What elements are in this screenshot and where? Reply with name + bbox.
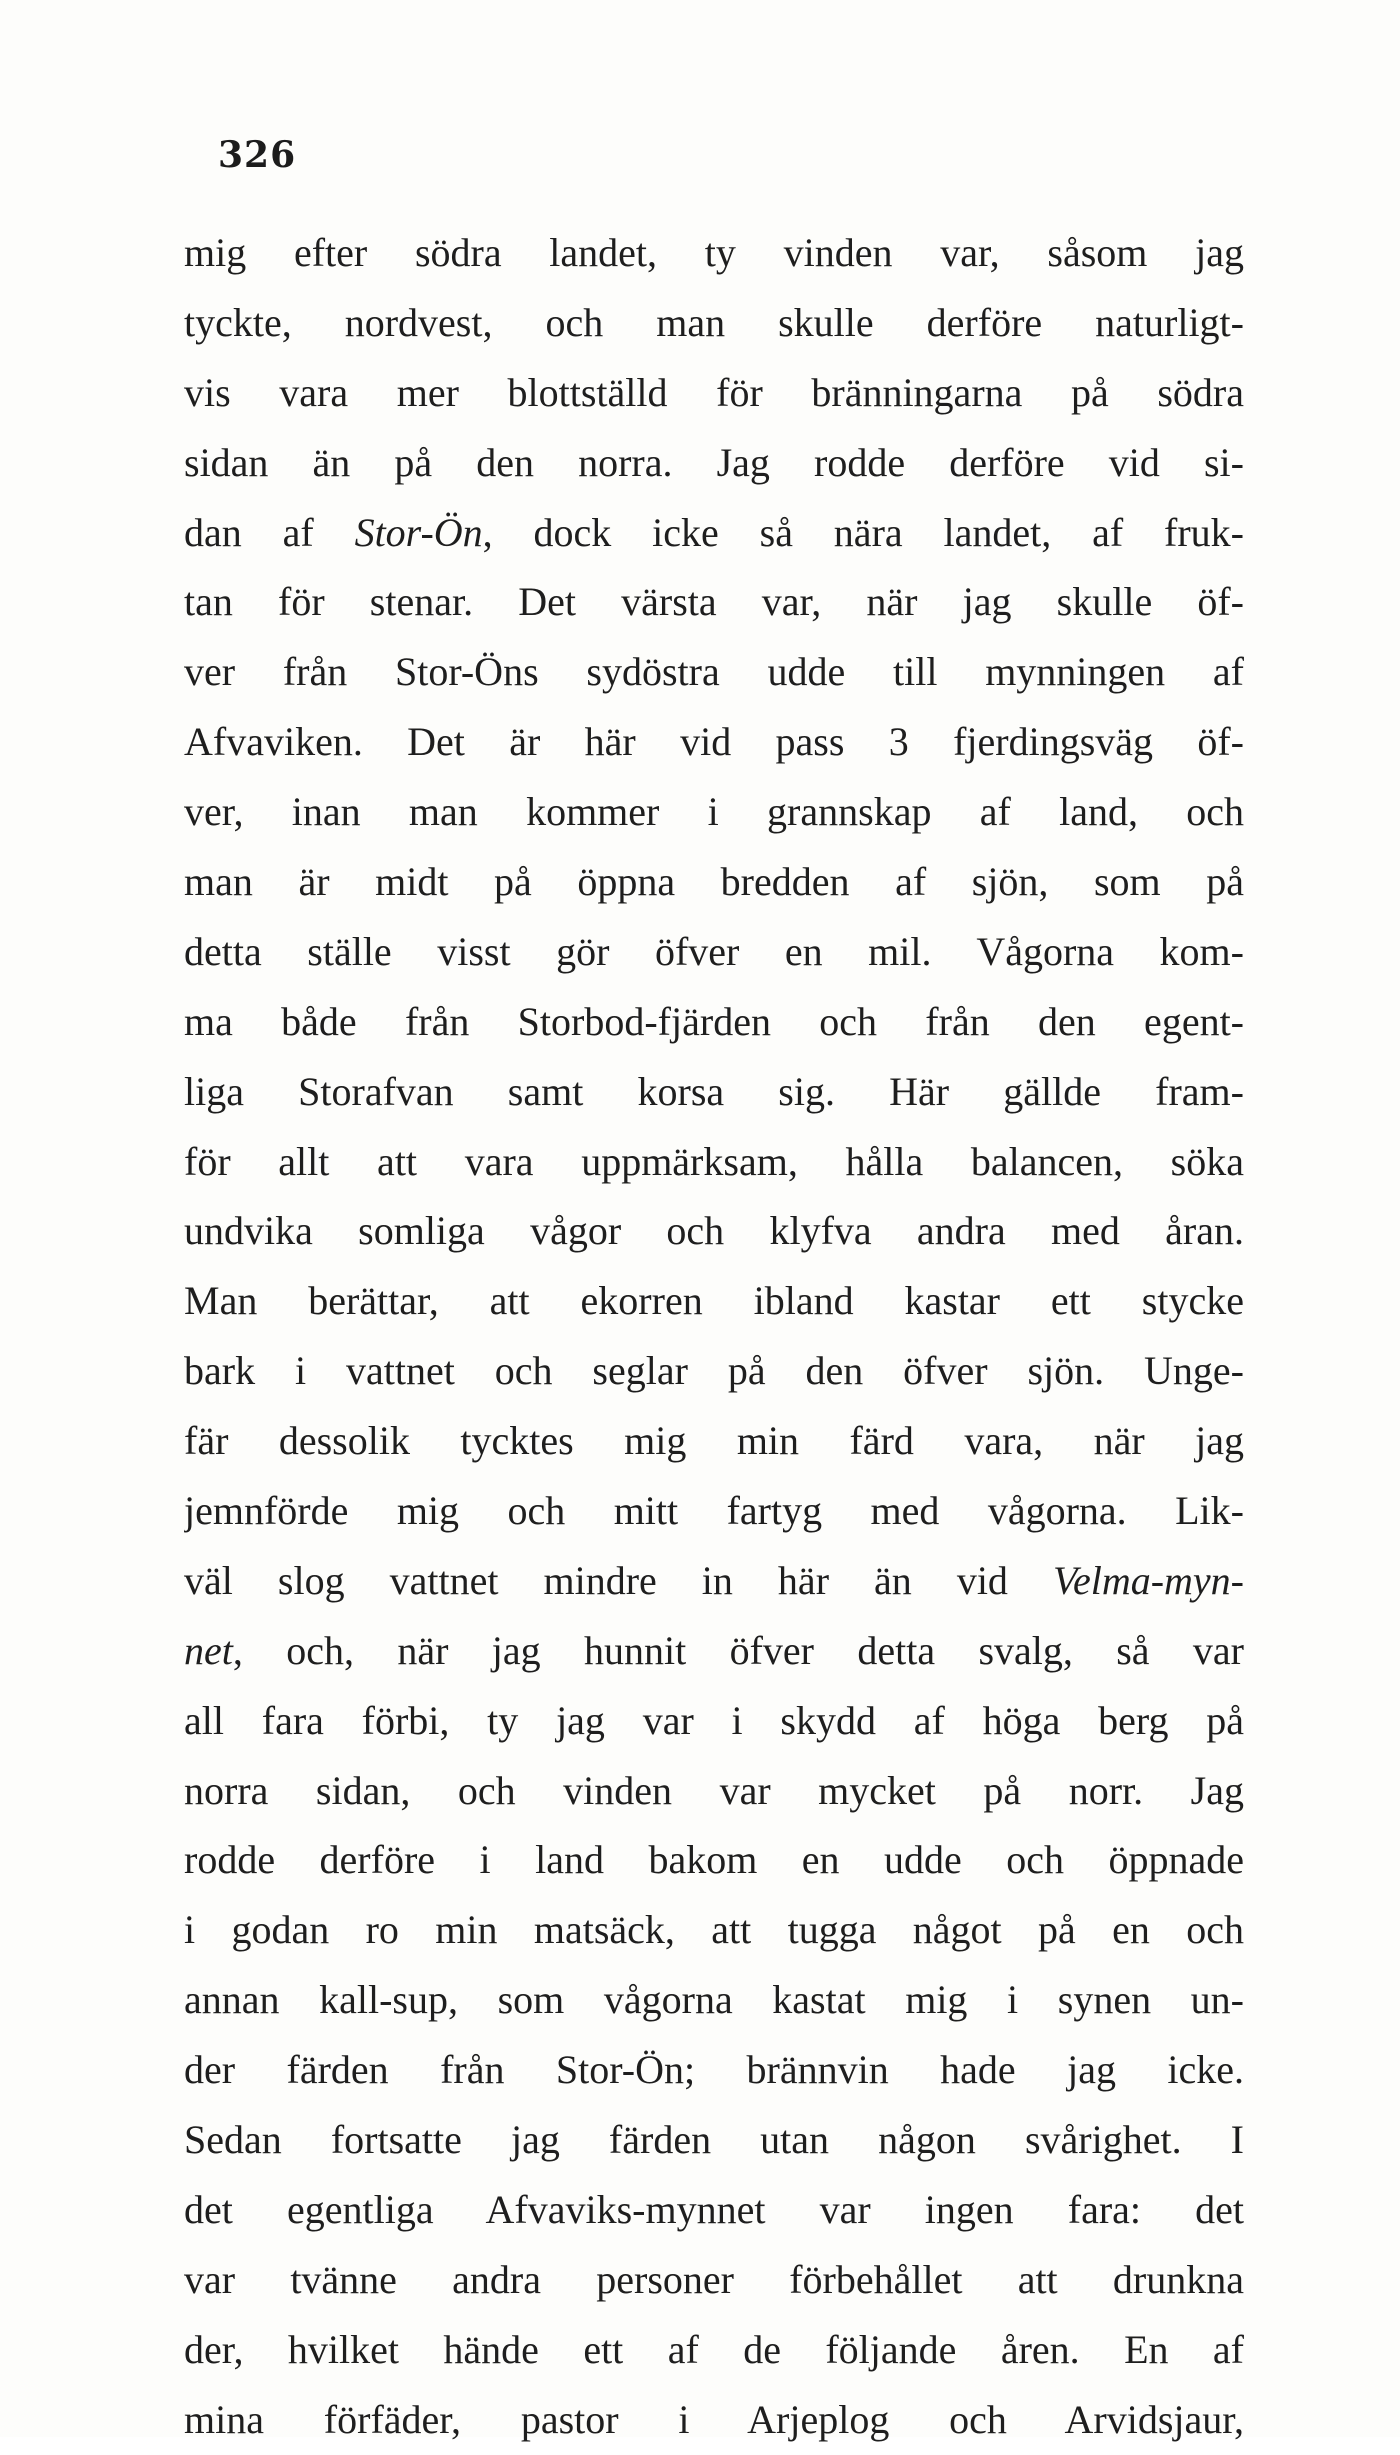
- text-line: [184, 2175, 1244, 2245]
- text-segment: fär dessolik tycktes mig min färd vara, när jag: [184, 1418, 1244, 1464]
- text-segment: ma både från Storbod-fjärden och från den egent-: [184, 998, 1244, 1044]
- text-segment: sidan än på den norra. Jag rodde derföre vid si-: [184, 439, 1244, 485]
- text-line: [184, 567, 1244, 637]
- text-segment: man är midt på öppna bredden af sjön, som på: [184, 859, 1244, 905]
- text-line: [184, 847, 1244, 917]
- text-segment: mig efter södra landet, ty vinden var, såsom jag: [184, 230, 1244, 275]
- text-segment: , dock icke så nära landet, af fruk-: [482, 509, 1244, 555]
- text-segment: ver från Stor-Öns sydöstra udde till mynningen af: [184, 649, 1244, 695]
- text-line: [184, 2105, 1244, 2175]
- text-segment: liga Storafvan samt korsa sig. Här gällde fram-: [184, 1068, 1244, 1114]
- text-line: [184, 1756, 1244, 1826]
- text-segment: mina förfäder, pastor i Arjeplog och Arvidsjaur,: [184, 2396, 1244, 2442]
- text-line: [184, 1546, 1244, 1616]
- text-segment: det egentliga Afvaviks-mynnet var ingen fara: det: [184, 2186, 1244, 2232]
- text-segment: tan för stenar. Det värsta var, när jag skulle öf-: [184, 579, 1244, 625]
- text-line: [184, 777, 1244, 847]
- text-segment: der färden från Stor-Ön; brännvin hade jag icke.: [184, 2047, 1244, 2093]
- text-line: [184, 1196, 1244, 1266]
- text-segment: , och, när jag hunnit öfver detta svalg, så var: [232, 1627, 1244, 1673]
- text-line: [184, 358, 1244, 428]
- text-line: [184, 1127, 1244, 1197]
- text-line: [184, 1895, 1244, 1965]
- text-segment: Afvaviken. Det är här vid pass 3 fjerdingsväg öf-: [184, 719, 1244, 765]
- text-line: [184, 498, 1244, 568]
- text-line: [184, 2315, 1244, 2385]
- text-line: [184, 1266, 1244, 1336]
- body-text: [184, 218, 1244, 2455]
- text-line: [184, 2245, 1244, 2315]
- text-segment: jemnförde mig och mitt fartyg med vågorna. Lik-: [184, 1488, 1244, 1534]
- italic-place-name: net: [184, 1627, 233, 1673]
- text-line: [184, 707, 1244, 777]
- text-segment: der, hvilket hände ett af de följande åren. En af: [184, 2326, 1244, 2372]
- italic-place-name: Stor-Ön: [354, 509, 483, 555]
- text-line: [184, 288, 1244, 358]
- text-segment: detta ställe visst gör öfver en mil. Vågorna kom-: [184, 928, 1244, 974]
- text-line: [184, 1336, 1244, 1406]
- text-line: [184, 637, 1244, 707]
- text-segment: i godan ro min matsäck, att tugga något på en och: [184, 1907, 1244, 1953]
- text-segment: dan af: [184, 509, 355, 555]
- text-segment: för allt att vara uppmärksam, hålla balancen, söka: [184, 1138, 1244, 1184]
- text-segment: Sedan fortsatte jag färden utan någon svårighet. I: [184, 2117, 1244, 2163]
- text-segment: tyckte, nordvest, och man skulle derföre naturligt-: [184, 299, 1244, 345]
- text-line: [184, 1965, 1244, 2035]
- text-segment: rodde derföre i land bakom en udde och öppnade: [184, 1837, 1244, 1883]
- text-line: [184, 987, 1244, 1057]
- text-line: [184, 1616, 1244, 1686]
- text-line: [184, 1686, 1244, 1756]
- text-segment: all fara förbi, ty jag var i skydd af höga berg på: [184, 1697, 1244, 1743]
- text-segment: annan kall-sup, som vågorna kastat mig i synen un-: [184, 1977, 1244, 2023]
- text-line: [184, 1057, 1244, 1127]
- text-segment: var tvänne andra personer förbehållet att drunkna: [184, 2256, 1244, 2302]
- text-segment: bark i vattnet och seglar på den öfver sjön. Unge-: [184, 1348, 1244, 1394]
- page-number: 326: [218, 134, 297, 176]
- text-line: [184, 1825, 1244, 1895]
- text-line: [184, 2035, 1244, 2105]
- text-line: [184, 1476, 1244, 1546]
- italic-place-name: Velma-myn-: [1052, 1557, 1244, 1603]
- text-line: [184, 428, 1244, 498]
- text-segment: Man berättar, att ekorren ibland kastar ett stycke: [184, 1278, 1244, 1324]
- text-segment: väl slog vattnet mindre in här än vid: [184, 1557, 1053, 1603]
- text-line: [184, 1406, 1244, 1476]
- text-segment: undvika somliga vågor och klyfva andra med åran.: [184, 1208, 1244, 1254]
- text-segment: vis vara mer blottställd för bränningarna på södra: [184, 369, 1244, 415]
- text-segment: ver, inan man kommer i grannskap af land, och: [184, 789, 1244, 835]
- text-line: [184, 2385, 1244, 2455]
- text-line: [184, 917, 1244, 987]
- text-segment: norra sidan, och vinden var mycket på norr. Jag: [184, 1767, 1244, 1813]
- text-line: [184, 218, 1244, 288]
